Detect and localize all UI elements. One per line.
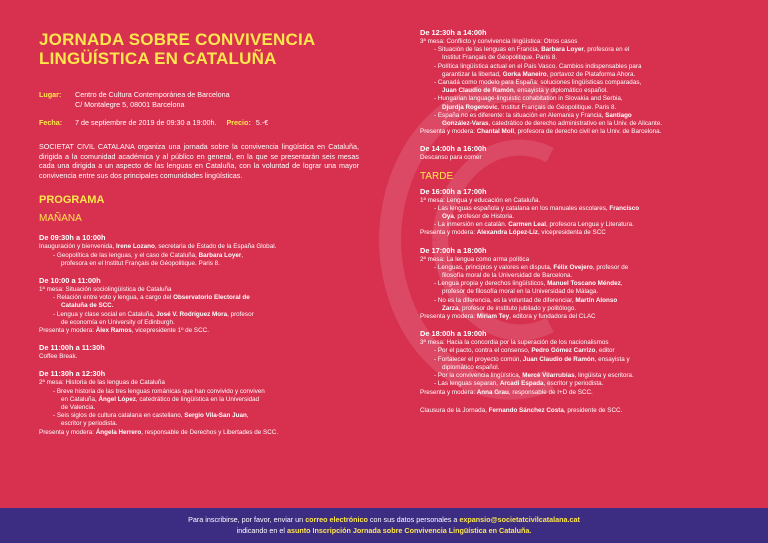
intro-paragraph: SOCIETAT CIVIL CATALANA organiza una jornada sobre la convivencia lingüística en Cataluña, dirigida a la comunidad académica y al público en general, en la que se presentarán seis mesas cada una dirigida a un aspecto de las lenguas en Cataluña, con la voluntad de lograr una mayor convivencia entre sus dos principales comunidades lingüísticas.: [39, 142, 359, 180]
precio-value: 5.-€: [255, 118, 269, 127]
session-time: De 12:30h a 14:00h: [420, 28, 487, 37]
right-column: [420, 28, 732, 415]
session-1100: De 11:00h a 11:30h Coffee Break.: [39, 343, 359, 361]
session-time: De 11:30h a 12:30h: [39, 369, 106, 379]
lugar-line2: C/ Montalegre 5, 08001 Barcelona: [75, 100, 185, 109]
session-time: De 14:00h a 16:00h: [420, 144, 487, 154]
session-1230: De 12:30h a 14:00h 3ª mesa: Conflicto y convivencia lingüística: Otros casos - Situación de las lenguas en Francia, Barbara Loyer, profesora en el Institut Français de Géopolitique. Paris 8. - Política lingüística actual en el País Vasco. Cambios indispensables para garantizar la libertad, Gorka Maneiro, portavoz de Plataforma Ahora. - Canadá como modelo para España: soluciones lingüísticas comparadas, Juan Claudio de Ramón, ensayista y diplomático español. - Hungarian language-linguistic cohabitation in Slovakia and Serbia, Djurdja Rogenovic, Institut Français de Géopolitique. Paris 8. - España no es diferente: la situación en Alemania y Francia, Santiago González-Varas, catedrático de derecho administrativo en la Univ. de Alicante. Presenta y modera: Chantal Moll, profesora de derecho civil en la Univ. de Barcelona.: [420, 28, 732, 136]
programa-heading: PROGRAMA: [39, 194, 105, 207]
session-1000: De 10:00 a 11:00h 1ª mesa: Situación sociolingüística de Cataluña - Relación entre voto y lengua, a cargo del Observatorio Electoral de Cataluña de SCC. - Lengua y clase social en Cataluña, José V. Rodríguez Mora, profesor de economía en University of Edinburgh. Presenta y modera: Àlex Ramos, vicepresidente 1º de SCC.: [39, 276, 359, 335]
session-1600: De 16:00h a 17:00h 1ª mesa: Lengua y educación en Cataluña. - Las lenguas española y catalana en los manuales escolares, Francisco Oya, profesor de Historia. - La inmersión en catalán. Carmen Leal, profesora Lengua y Literatura. Presenta y modera: Alexandra López-Liz, vicepresidenta de SCC: [420, 187, 732, 238]
session-1400: De 14:00h a 16:00h Descanso para comer: [420, 144, 732, 162]
fecha-value: 7 de septiembre de 2019 de 09:30 a 19:00h.: [75, 118, 217, 127]
event-meta: [39, 90, 359, 128]
session-time: De 16:00h a 17:00h: [420, 186, 487, 196]
session-time: De 17:00h a 18:00h: [420, 245, 487, 255]
closing: Clausura de la Jornada, Fernando Sánchez Costa, presidente de SCC.: [420, 406, 623, 414]
email-link[interactable]: expansio@societatcivilcatalana.cat: [459, 515, 580, 524]
session-time: De 10:00 a 11:00h: [39, 275, 101, 285]
session-1700: De 17:00h a 18:00h 2ª mesa: La lengua como arma política - Lenguas, principios y valores en disputa, Félix Ovejero, profesor de filosofía moral de la Universidad de Barcelona. - Lengua propia y derechos lingüísticos, Manuel Toscano Méndez, profesor de filosofía moral en la Universidad de Málaga. - No es la diferencia, es la voluntad de diferenciar, Martín Alonso Zarza, profesor de instituto jubilado y politólogo. Presenta y modera: Miriam Tey, editora y fundadora del CLAC: [420, 246, 732, 322]
precio-label: Precio:: [226, 118, 251, 127]
session-1130: De 11:30h a 12:30h 2ª mesa: Historia de las lenguas de Cataluña - Breve historia de las tres lenguas románicas que han convivido y conviven en Cataluña, Ángel López, catedrático de lingüística en la Universidad de Valencia. - Seis siglos de cultura catalana en castellano, Sergio Vila-San Juan, escritor y periodista. Presenta y modera: Ángela Herrero, responsable de Derechos y Libertades de SCC.: [39, 369, 359, 436]
session-time: De 18:00h a 19:00h: [420, 329, 487, 339]
session-time: De 11:00h a 11:30h: [39, 343, 105, 353]
fecha-label: Fecha:: [39, 118, 63, 127]
session-0930: De 09:30h a 10:00h Inauguración y bienvenida, Irene Lozano, secretaria de Estado de la España Global. - Geopolítica de las lenguas, y el caso de Cataluña, Barbara Loyer, profesora en el Institut Français de Géopolitique. Paris 8.: [39, 233, 359, 268]
lugar-line1: Centro de Cultura Contemporánea de Barcelona: [75, 90, 230, 99]
manana-heading: MAÑANA: [39, 213, 82, 225]
left-column: [39, 30, 359, 437]
page-title: JORNADA SOBRE CONVIVENCIA LINGÜÍSTICA EN CATALUÑA: [39, 30, 316, 68]
tarde-heading: TARDE: [420, 170, 454, 182]
lugar-label: Lugar:: [39, 90, 62, 99]
session-1800: De 18:00h a 19:00h 3ª mesa: Hacia la concordia por la superación de los nacionalismos - Por el pacto, contra el consenso, Pedro Gómez Carrizo, editor - Fortalecer el proyecto común, Juan Claudio de Ramón, ensayista y diplomático español. - Por la convivencia lingüística, Mercè Vilarrubias, lingüista y escritora. - Las lenguas separan, Arcadi Espada, escritor y periodista. Presenta y modera: Anna Grau, responsable de I+D de SCC.: [420, 329, 732, 396]
session-time: De 09:30h a 10:00h: [39, 233, 106, 243]
registration-footer: Para inscribirse, por favor, enviar un correo electrónico con sus datos personales a expansio@societatcivilcatalana.cat indicando en el asunto Inscripción Jornada sobre Convivencia Lingüística en Cataluña.: [0, 508, 768, 543]
